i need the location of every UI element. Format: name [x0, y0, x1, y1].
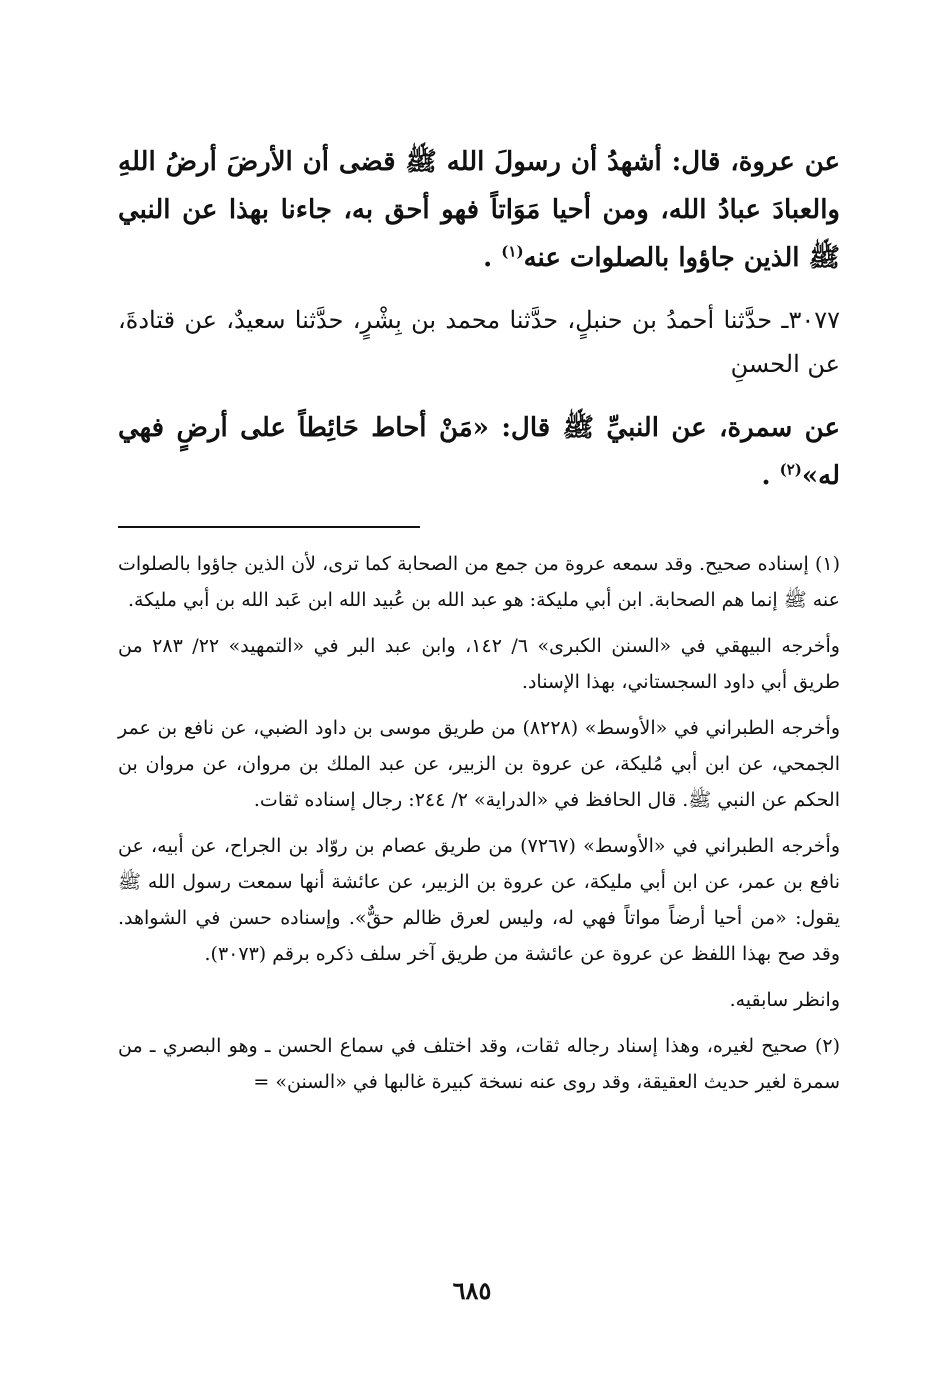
footnote-1-part-1: (١) إسناده صحيح. وقد سمعه عروة من جمع من الصحابة كما ترى، لأن الذين جاؤوا بالصلوات عنه ﷺ إنما هم الصحابة. ابن أبي مليكة: هو عبد الله بن عُبيد الله ابن عَبد الله بن أبي مليكة. — [118, 553, 840, 611]
main-paragraph-1 — [118, 138, 840, 282]
para2-text: عن سمرة، عن النبيِّ ﷺ قال: «مَنْ أحاط حَائِطاً على أرضٍ فهي له» — [118, 413, 840, 491]
hadith-chain-text: ٣٠٧٧ـ حدَّثنا أحمدُ بن حنبلٍ، حدَّثنا محمد بن بِشْرٍ، حدَّثنا سعيدٌ، عن قتادةَ، عن الحسنِ — [118, 306, 840, 378]
page-body — [118, 138, 840, 1110]
para1-end: . — [483, 243, 493, 273]
footnote-2: (٢) صحيح لغيره، وهذا إسناد رجاله ثقات، وقد اختلف في سماع الحسن ـ وهو البصري ـ من سمرة لغير حديث العقيقة، وقد روى عنه نسخة كبيرة غالبها في «السنن» = — [118, 1035, 840, 1093]
footnote-ref-2[interactable]: (٢) — [779, 460, 802, 479]
footnote-1-part-5: وانظر سابقيه. — [729, 989, 840, 1011]
main-paragraph-2 — [118, 404, 840, 500]
footnote-1-part-2: وأخرجه البيهقي في «السنن الكبرى» ٦/ ١٤٢، وابن عبد البر في «التمهيد» ٢٢/ ٢٨٣ من طريق أبي داود السجستاني، بهذا الإسناد. — [118, 635, 840, 693]
page-number: ٦٨٥ — [452, 1276, 492, 1305]
footnote-1-part-3: وأخرجه الطبراني في «الأوسط» (٨٢٢٨) من طريق موسى بن داود الضبي، عن نافع بن عمر الجمحي، عن ابن أبي مُليكة، عن عروة بن الزبير، عن عبد الملك بن مروان، عن مروان بن الحكم عن النبي ﷺ. قال الحافظ في «الدراية» ٢/ ٢٤٤: رجال إسناده ثقات. — [118, 717, 840, 811]
footnote-1-part-4: وأخرجه الطبراني في «الأوسط» (٧٢٦٧) من طريق عصام بن روّاد بن الجراح، عن أبيه، عن نافع بن عمر، عن ابن أبي مليكة، عن عروة بن الزبير، عن عائشة أنها سمعت رسول الله ﷺ يقول: «من أحيا أرضاً مواتاً فهي له، وليس لعرق ظالم حقٌّ». وإسناده حسن في الشواهد. وقد صح بهذا اللفظ عن عروة عن عائشة من طريق آخر سلف ذكره برقم (٣٠٧٣). — [118, 835, 841, 965]
footnote-divider — [118, 526, 420, 528]
para1-text: عن عروة، قال: أشهدُ أن رسولَ الله ﷺ قضى أن الأرضَ أرضُ اللهِ والعبادَ عبادُ الله، ومن أحيا مَوَاتاً فهو أحق به، جاءنا بهذا عن النبي ﷺ الذين جاؤوا بالصلوات عنه — [118, 147, 840, 273]
para2-end: . — [761, 461, 771, 491]
footnote-ref-1[interactable]: (١) — [501, 242, 524, 261]
hadith-3077-chain — [118, 298, 840, 386]
